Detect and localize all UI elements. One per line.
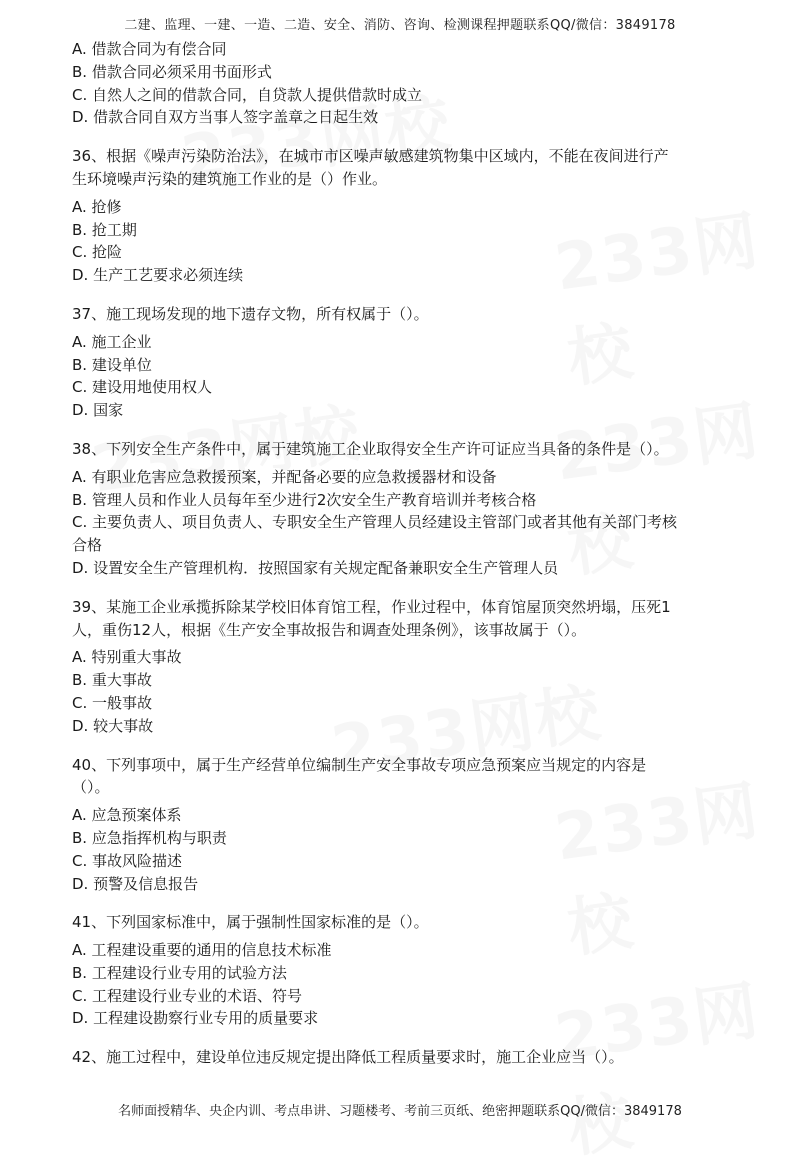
option-d: D. 设置安全生产管理机构．按照国家有关规定配备兼职安全生产管理人员 bbox=[72, 558, 559, 577]
question-text: （）。 bbox=[72, 778, 110, 797]
question-41 bbox=[72, 911, 732, 1030]
option-c: C. 抢险 bbox=[72, 243, 123, 262]
question-text: 人，重伤12人，根据《生产安全事故报告和调查处理条例》，该事故属于（）。 bbox=[72, 620, 587, 639]
option-a: A. 借款合同为有偿合同 bbox=[72, 40, 227, 58]
option-d: D. 国家 bbox=[72, 401, 124, 420]
question-36 bbox=[72, 145, 732, 287]
question-text: 39、某施工企业承揽拆除某学校旧体育馆工程，作业过程中，体育馆屋顶突然坍塌，压死1 bbox=[72, 597, 671, 616]
option-a: A. 应急预案体系 bbox=[72, 806, 182, 825]
question-text: 42、施工过程中，建设单位违反规定提出降低工程质量要求时，施工企业应当（）。 bbox=[72, 1048, 624, 1067]
question-text: 40、下列事项中，属于生产经营单位编制生产安全事故专项应急预案应当规定的内容是 bbox=[72, 755, 647, 774]
question-37 bbox=[72, 303, 732, 422]
option-a: A. 抢修 bbox=[72, 197, 122, 216]
question-42 bbox=[72, 1046, 732, 1069]
option-b: B. 抢工期 bbox=[72, 220, 137, 239]
option-c: C. 一般事故 bbox=[72, 693, 153, 712]
page-header: 二建、监理、一建、一造、二造、安全、消防、咨询、检测课程押题联系QQ/微信：3849178 bbox=[124, 18, 676, 33]
option-d: D. 工程建设勘察行业专用的质量要求 bbox=[72, 1009, 319, 1028]
question-text: 38、下列安全生产条件中，属于建筑施工企业取得安全生产许可证应当具备的条件是（）。 bbox=[72, 439, 669, 458]
question-40 bbox=[72, 754, 732, 896]
option-b: B. 建设单位 bbox=[72, 355, 152, 374]
option-d: D. 借款合同自双方当事人签字盖章之日起生效 bbox=[72, 108, 379, 127]
option-a: A. 有职业危害应急救援预案，并配备必要的应急救援器材和设备 bbox=[72, 467, 497, 486]
page-footer: 名师面授精华、央企内训、考点串讲、习题楼考、考前三页纸、绝密押题联系QQ/微信：3849178 bbox=[118, 1104, 682, 1119]
option-a: A. 特别重大事故 bbox=[72, 648, 182, 667]
option-a: A. 工程建设重要的通用的信息技术标准 bbox=[72, 941, 332, 960]
option-c: C. 自然人之间的借款合同，自贷款人提供借款时成立 bbox=[72, 85, 423, 104]
option-a: A. 施工企业 bbox=[72, 332, 152, 351]
option-d: D. 预警及信息报告 bbox=[72, 874, 199, 893]
option-c: C. 事故风险描述 bbox=[72, 851, 183, 870]
option-c: C. 主要负责人、项目负责人、专职安全生产管理人员经建设主管部门或者其他有关部门考核 bbox=[72, 513, 678, 532]
option-c: C. 建设用地使用权人 bbox=[72, 378, 213, 397]
question-text: 41、下列国家标准中，属于强制性国家标准的是（）。 bbox=[72, 913, 429, 932]
question-38 bbox=[72, 438, 732, 580]
lead-options bbox=[72, 38, 732, 129]
question-39 bbox=[72, 596, 732, 738]
option-c-continued: 合格 bbox=[72, 536, 103, 555]
option-c: C. 工程建设行业专业的术语、符号 bbox=[72, 986, 303, 1005]
document-body bbox=[72, 38, 732, 1069]
option-b: B. 重大事故 bbox=[72, 671, 152, 690]
option-b: B. 管理人员和作业人员每年至少进行2次安全生产教育培训并考核合格 bbox=[72, 490, 537, 509]
option-b: B. 借款合同必须采用书面形式 bbox=[72, 62, 272, 81]
option-d: D. 生产工艺要求必须连续 bbox=[72, 266, 244, 285]
question-text: 37、施工现场发现的地下遗存文物，所有权属于（）。 bbox=[72, 304, 429, 323]
option-b: B. 应急指挥机构与职责 bbox=[72, 828, 227, 847]
question-text: 36、根据《噪声污染防治法》，在城市市区噪声敏感建筑物集中区域内，不能在夜间进行产 bbox=[72, 147, 669, 166]
question-text: 生环境噪声污染的建筑施工作业的是（）作业。 bbox=[72, 169, 388, 188]
option-d: D. 较大事故 bbox=[72, 716, 154, 735]
option-b: B. 工程建设行业专用的试验方法 bbox=[72, 963, 287, 982]
